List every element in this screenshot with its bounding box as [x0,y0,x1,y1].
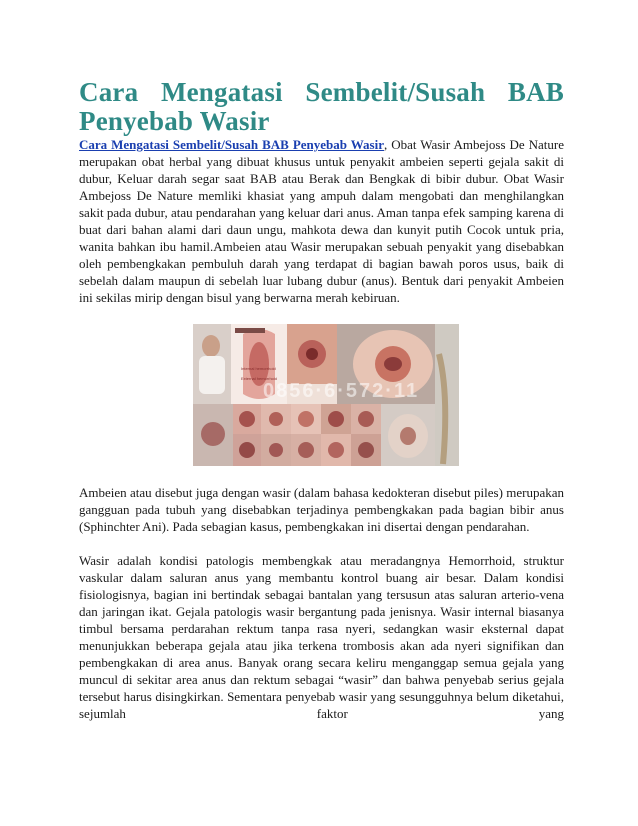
intro-paragraph [79,136,564,306]
paragraph-spacer [79,535,564,552]
page-title: Cara Mengatasi Sembelit/Susah BAB Penyebab Wasir [79,77,564,136]
image-watermark: 0856·6·572·11 [263,380,420,402]
image-label-internal: Internal hemorrhoid [241,366,276,371]
intro-link[interactable]: Cara Mengatasi Sembelit/Susah BAB Penyebab Wasir [79,137,384,152]
intro-text: , Obat Wasir Ambejoss De Nature merupakan obat herbal yang dibuat khusus untuk penyakit ambeien seperti gejala sakit di dubur, Keluar darah segar saat BAB atau Berak dan Bengkak di bibir dubur. Obat Wasir Ambejoss De Nature memliki khasiat yang ampuh dalam mengobati dan menghilangkan sakit pada dubur, atau pendarahan yang keluar dari anus. Aman tanpa efek samping karena di buat dari bahan alami dari daun ungu, mahkota dewa dan kunyit putih Cocok untuk pria, wanita bahkan ibu hamil.Ambeien atau Wasir merupakan sebuah penyakit yang disebabkan oleh pembengkakan pembuluh darah yang terdapat di bagian bawah poros usus, baik di sebelah dalam maupun di sebelah luar lubang dubur (anus). Bentuk dari penyakit Ambeien ini sekilas mirip dengan bisul yang berwarna merah kebiruan. [79,137,564,305]
paragraph-wasir: Wasir adalah kondisi patologis membengkak atau meradangnya Hemorrhoid, struktur vaskular dalam saluran anus yang membantu kontrol buang air besar. Dalam kondisi fisiologisnya, bagian ini bertindak sebagai bantalan yang tersusun atas saluran arterio-vena dan jaringan ikat. Gejala patologis wasir bergantung pada jenisnya. Wasir internal biasanya timbul bersama perdarahan rektum tanpa rasa nyeri, sedangkan wasir eksternal dapat menunjukkan beberapa gejala atau jika terkena trombosis akan ada nyeri signifikan dan pembengkakan di area anus. Banyak orang secara keliru menganggap semua gejala yang muncul di sekitar area anus dan rektum sebagai “wasir” dan bahwa penyebab serius gejala tersebut harus disingkirkan. Sementara penyebab wasir yang sesungguhnya belum diketahui, sejumlah faktor yang [79,553,564,721]
hemorrhoid-collage-image [193,324,459,466]
image-label-external: External hemorrhoid [241,376,278,381]
paragraph-ambeien: Ambeien atau disebut juga dengan wasir (dalam bahasa kedokteran disebut piles) merupakan gangguan pada tubuh yang disebabkan terjadinya pembengkakan pada bagian bibir anus (Sphinchter Ani). Pada sebagian kasus, pembengkakan ini disertai dengan pendarahan. [79,485,564,534]
document-page [79,78,564,722]
